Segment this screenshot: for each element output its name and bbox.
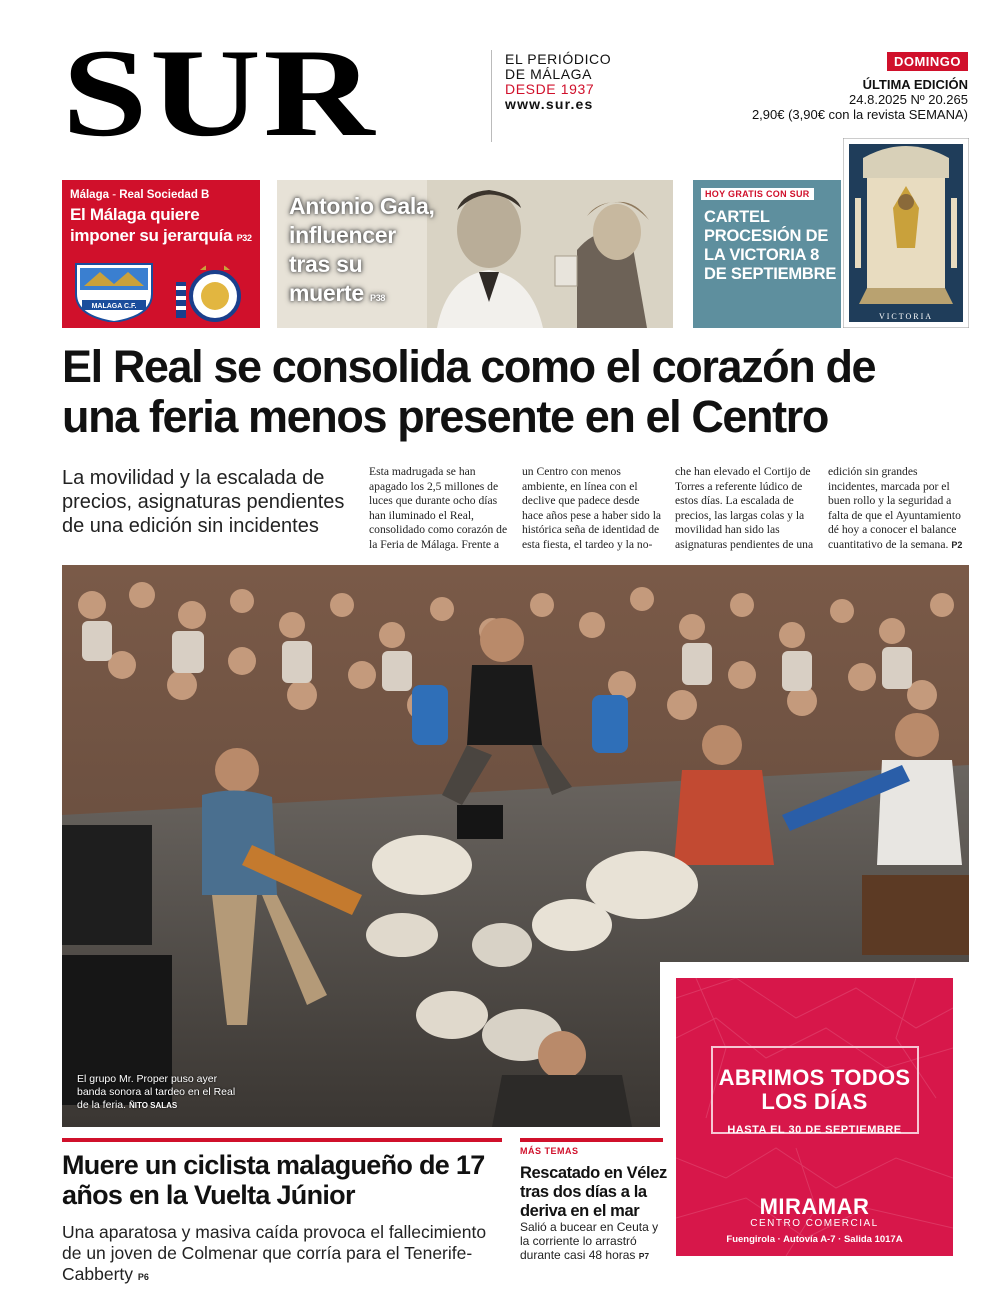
- ad-location: Fuengirola · Autovía A-7 · Salida 1017A: [726, 1234, 903, 1245]
- body-column: un Centro con menos ambiente, en línea con el declive que padece desde hace años pese a haber sido la histórica seña de identidad de esta fiesta, el tardeo y la no-: [522, 465, 662, 551]
- kicker-separator: -: [109, 189, 120, 201]
- ad-headline-line1: ABRIMOS TODOS: [718, 1065, 911, 1090]
- tagline-line1: EL PERIÓDICO: [505, 51, 612, 67]
- page-ref: P2: [951, 539, 963, 550]
- page-ref: P7: [638, 1251, 650, 1261]
- real-sociedad-crest-icon: [172, 256, 258, 322]
- teaser-title-text: Antonio Gala, influencer tras su muerte: [289, 193, 435, 306]
- free-badge: HOY GRATIS CON SUR: [701, 188, 814, 200]
- edition-label: ÚLTIMA EDICIÓN: [862, 77, 968, 92]
- gala-portrait-image: [427, 180, 673, 328]
- section-rule: [62, 1138, 502, 1142]
- date-number: 24.8.2025 Nº 20.265: [849, 92, 968, 107]
- cyclist-summary: [62, 1222, 502, 1288]
- teaser-title: [289, 192, 439, 313]
- day-badge: DOMINGO: [887, 52, 968, 71]
- teaser-title: [62, 201, 260, 249]
- newspaper-logo[interactable]: SUR: [62, 24, 377, 163]
- ad-subtitle: HASTA EL 30 DE SEPTIEMBRE: [727, 1124, 902, 1136]
- website-link[interactable]: www.sur.es: [505, 96, 594, 112]
- ad-brand: MIRAMAR: [759, 1194, 870, 1219]
- page-ref: P6: [137, 1272, 149, 1282]
- ad-headline-line2: LOS DÍAS: [761, 1089, 868, 1114]
- kicker-team2: Real Sociedad B: [119, 189, 210, 201]
- tagline-line2: DE MÁLAGA: [505, 66, 593, 82]
- lead-body: [369, 465, 969, 553]
- ad-panel: [676, 978, 953, 1256]
- ad-headline: [676, 1066, 953, 1114]
- teaser-title-text: El Málaga quiere imponer su jerarquía: [70, 205, 233, 245]
- teaser-football[interactable]: [62, 180, 260, 328]
- cyclist-summary-text: Una aparatosa y masiva caída provoca el fallecimiento de un joven de Colmenar que corría para el Tenerife-Cabberty: [62, 1222, 487, 1284]
- teaser-title: CARTEL PROCESIÓN DE LA VICTORIA 8 DE SEPTIEMBRE: [704, 208, 837, 283]
- page-ref: P32: [236, 233, 252, 243]
- procession-poster-image[interactable]: [843, 138, 969, 328]
- teaser-gala[interactable]: [277, 180, 673, 328]
- masthead-tagline: [505, 52, 611, 112]
- kicker-team1: Málaga: [70, 189, 109, 201]
- ad-brand-sub: CENTRO COMERCIAL: [750, 1218, 879, 1229]
- caption-text: El grupo Mr. Proper puso ayer banda sonora al tardeo en el Real de la feria.: [77, 1073, 236, 1111]
- section-rule: [520, 1138, 663, 1142]
- masthead-divider: [491, 50, 492, 142]
- more-topics-label: MÁS TEMAS: [520, 1146, 579, 1156]
- crest-label: MALAGA C.F.: [91, 303, 137, 310]
- body-column-text: edición sin grandes incidentes, marcada por el buen rollo y la seguridad a falta de que el Ayuntamiento dé hoy a conocer el balance cuantitativo de la semana.: [828, 465, 961, 551]
- body-column: Esta madrugada se han apagado los 2,5 millones de luces que durante ocho días han iluminado el Real, consolidado como corazón de la Feria de Málaga. Frente a: [369, 465, 508, 551]
- tagline-since: DESDE 1937: [505, 81, 595, 97]
- poster-caption: VICTORIA: [878, 312, 934, 321]
- page-ref: P38: [370, 293, 386, 303]
- photo-caption: [77, 1073, 242, 1112]
- price: 2,90€ (3,90€ con la revista SEMANA): [751, 107, 968, 122]
- cyclist-headline[interactable]: Muere un ciclista malagueño de 17 años en la Vuelta Júnior: [62, 1150, 485, 1210]
- photo-credit: ÑITO SALAS: [128, 1101, 178, 1110]
- rescue-summary-text: Salió a bucear en Ceuta y la corriente lo arrastró durante casi 48 horas: [520, 1220, 659, 1262]
- teaser-kicker: [62, 180, 260, 201]
- body-column: [828, 465, 969, 553]
- teaser-poster[interactable]: [693, 180, 841, 328]
- rescue-headline[interactable]: Rescatado en Vélez tras dos días a la deriva en el mar: [520, 1164, 667, 1220]
- body-column: che han elevado el Cortijo de Torres a referente lúdico de estos días. La escalada de precios, las largas colas y la movilidad han sido las asignaturas pendientes de una: [675, 465, 814, 551]
- rescue-summary: [520, 1220, 670, 1263]
- malaga-crest-icon: [70, 260, 158, 322]
- lead-headline[interactable]: El Real se consolida como el corazón de una feria menos presente en el Centro: [62, 341, 876, 442]
- edition-info: [752, 52, 968, 122]
- advertisement[interactable]: [660, 962, 969, 1272]
- lead-subhead: La movilidad y la escalada de precios, asignaturas pendientes de una edición sin incidentes: [62, 467, 345, 537]
